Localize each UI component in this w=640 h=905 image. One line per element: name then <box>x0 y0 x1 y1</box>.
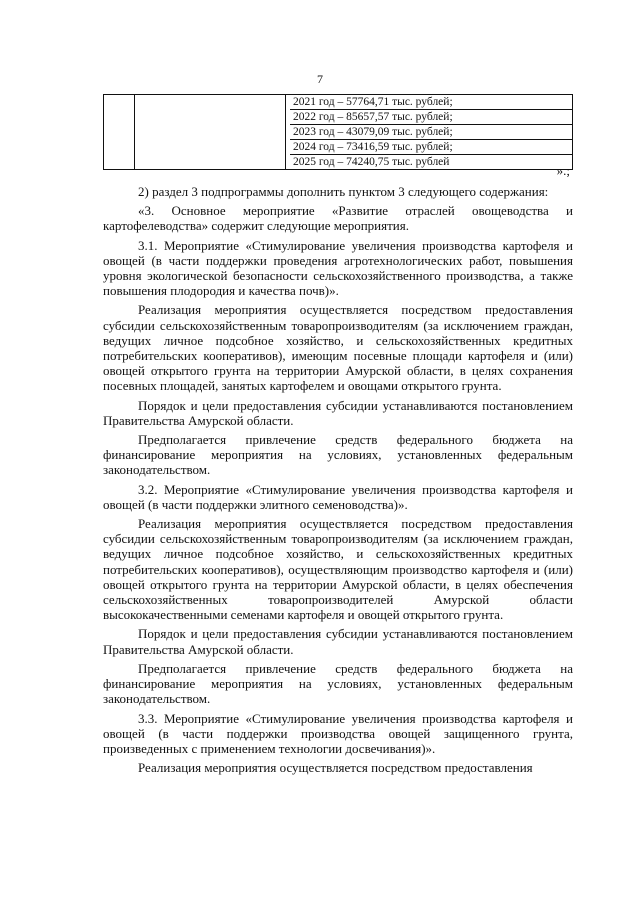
table-cell-amounts <box>286 95 573 170</box>
paragraph: Реализация мероприятия осуществляется посредством предоставления <box>138 760 533 776</box>
budget-table <box>103 94 573 170</box>
paragraph: Предполагается привлечение средств федерального бюджета на финансирование мероприятия на условиях, установленных федеральным законодательством. <box>103 660 573 707</box>
closing-quote-mark: ».; <box>556 163 570 178</box>
budget-line-2021: 2021 год – 57764,71 тыс. рублей; <box>290 95 572 110</box>
budget-line-2024: 2024 год – 73416,59 тыс. рублей; <box>290 140 572 155</box>
paragraph: 3.3. Мероприятие «Стимулирование увеличения производства картофеля и овощей (в части поддержки производства овощей защищенного грунта, произведенных с применением технологии досвечивания)». <box>103 710 573 756</box>
paragraph: Предполагается привлечение средств федерального бюджета на финансирование мероприятия на условиях, установленных федеральным законодательством. <box>103 432 573 478</box>
paragraph: 3.2. Мероприятие «Стимулирование увеличения производства картофеля и овощей (в части поддержки элитного семеноводства)». <box>103 481 573 512</box>
paragraph: 2) раздел 3 подпрограммы дополнить пунктом 3 следующего содержания: <box>138 184 549 199</box>
paragraph: Порядок и цели предоставления субсидии устанавливаются постановлением Правительства Амурской области. <box>103 397 573 428</box>
paragraph: Порядок и цели предоставления субсидии устанавливаются постановлением Правительства Амурской области. <box>103 626 573 657</box>
budget-line-2025: 2025 год – 74240,75 тыс. рублей <box>293 156 450 168</box>
table-row <box>104 95 573 170</box>
page-number: 7 <box>317 72 323 86</box>
budget-line-2022: 2022 год – 85657,57 тыс. рублей; <box>290 110 572 125</box>
paragraph: 3.1. Мероприятие «Стимулирование увеличения производства картофеля и овощей (в части поддержки проведения агротехнологических работ, повышения уровня экологической безопасности сельскохозяйственного производства, а также повышения плодородия и качества почв)». <box>103 237 573 299</box>
paragraph: Реализация мероприятия осуществляется посредством предоставления субсидии сельскохозяйственным товаропроизводителям (за исключением граждан, ведущих личное подсобное хозяйство, и сельскохозяйственных кредитных потребительских кооперативов), осуществляющим производство картофеля и (или) овощей открытого грунта на территории Амурской области, в целях обеспечения сельскохозяйственных товаропроизводителей Амурской области высококачественными семенами картофеля и овощей открытого грунта. <box>103 516 573 623</box>
paragraph: «3. Основное мероприятие «Развитие отраслей овощеводства и картофелеводства» содержит следующие мероприятия. <box>103 203 573 234</box>
table-cell-empty <box>135 95 286 170</box>
table-cell-empty <box>104 95 135 170</box>
document-body <box>103 184 573 779</box>
paragraph: Реализация мероприятия осуществляется посредством предоставления субсидии сельскохозяйственным товаропроизводителям (за исключением граждан, ведущих личное подсобное хозяйство, и сельскохозяйственных кредитных потребительских кооперативов), имеющим посевные площади картофеля и (или) овощей открытого грунта на территории Амурской области, в целях сохранения посевных площадей, занятых картофелем и овощами открытого грунта. <box>103 302 573 394</box>
budget-line-2023: 2023 год – 43079,09 тыс. рублей; <box>290 125 572 140</box>
